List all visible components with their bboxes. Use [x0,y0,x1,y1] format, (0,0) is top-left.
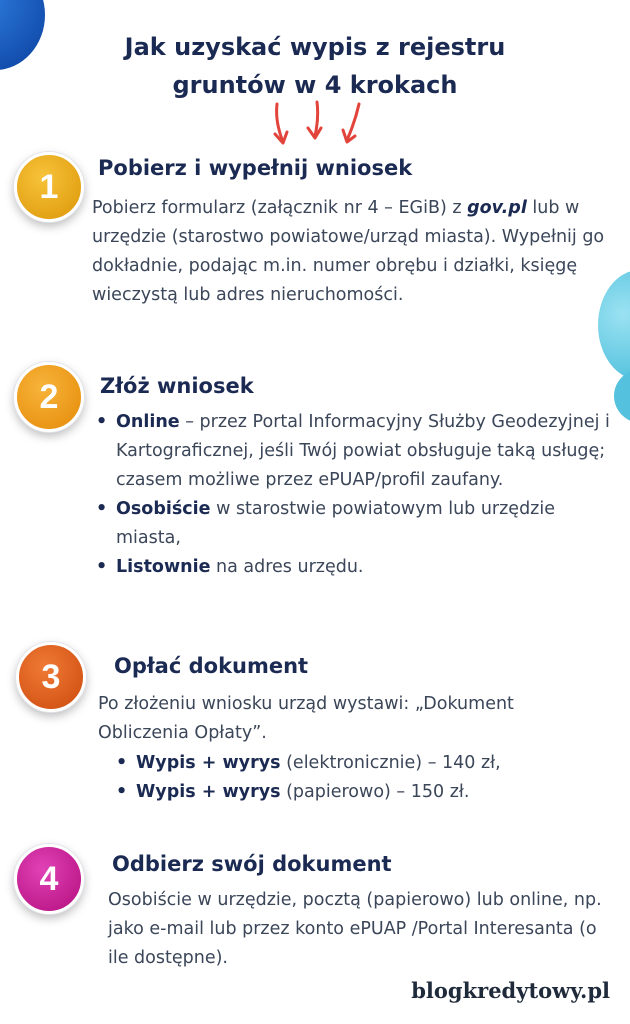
step-heading: Złóż wniosek [100,374,254,398]
step-heading: Pobierz i wypełnij wniosek [98,156,413,180]
brand-logo: blogkredytowy.pl [411,978,610,1003]
step-heading: Opłać dokument [114,654,309,678]
list-item: • Listownie na adres urzędu. [96,557,364,577]
list-item: • Wypis + wyrys (elektronicznie) – 140 zł, [116,753,501,773]
arrows-icon [255,96,375,156]
page-title: Jak uzyskać wypis z rejestru gruntów w 4 krokach [124,33,506,99]
step-text: Po złożeniu wniosku urząd wystawi: „Dokument Obliczenia Opłaty”. [98,694,514,743]
list-item: • Wypis + wyrys (papierowo) – 150 zł. [116,782,470,802]
step-text: Osobiście w urzędzie, pocztą (papierowo) lub online, np. jako e-mail lub przez konto ePUAP /Portal Interesanta (o ile dostępne). [108,890,602,968]
step-badge-3: 3 [16,642,86,712]
step-bullet-list [116,749,596,807]
step-heading: Odbierz swój dokument [112,852,392,876]
step-badge-1: 1 [14,152,84,222]
decorative-blob-right-small [614,368,630,424]
step-badge-2: 2 [14,362,84,432]
step-bullet-list [96,408,616,582]
list-item: • Osobiście w starostwie powiatowym lub urzędzie miasta, [96,499,555,548]
gov-link: gov.pl [467,198,527,218]
step-text: Pobierz formularz (załącznik nr 4 – EGiB) z gov.pl lub w urzędzie (starostwo powiatowe/urząd miasta). Wypełnij go dokładnie, podając m.in. numer obrębu i działki, księgę wieczystą lub adres nieruchomości. [92,198,605,305]
list-item: • Online – przez Portal Informacyjny Służby Geodezyjnej i Kartograficznej, jeśli Twój powiat obsługuje taką usługę; czasem możliwe przez ePUAP/profil zaufany. [96,412,610,490]
step-badge-4: 4 [14,844,84,914]
